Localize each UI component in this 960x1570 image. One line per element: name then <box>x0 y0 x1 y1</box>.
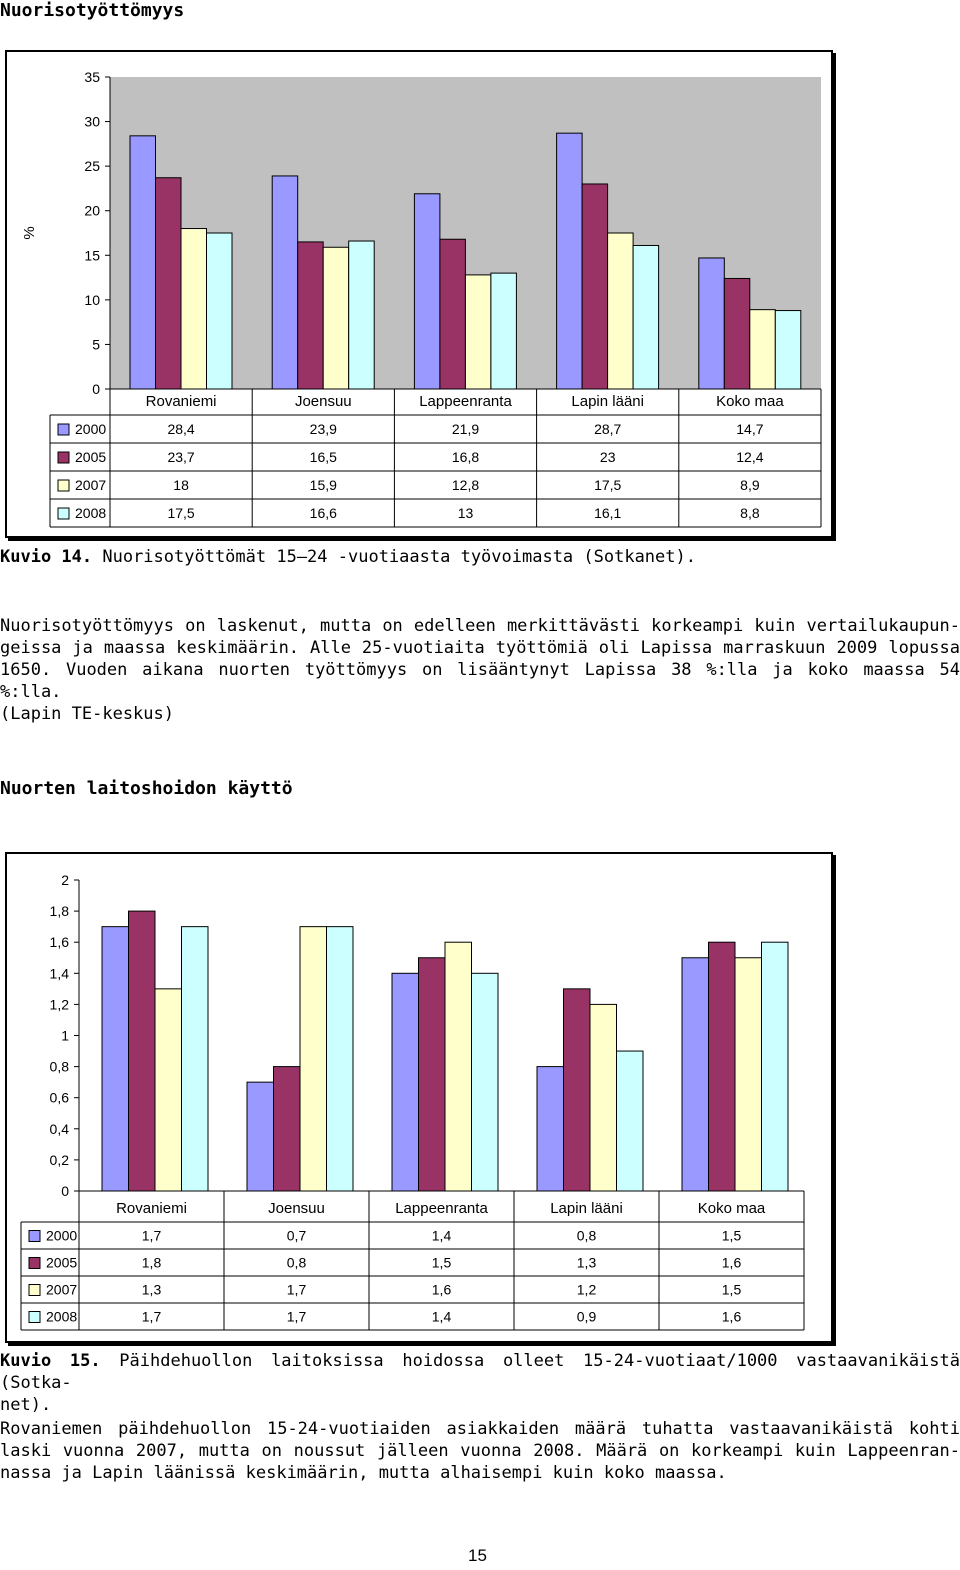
data-label: 16,8 <box>451 449 480 465</box>
bar-2000-lappeenranta <box>392 973 419 1191</box>
category-label: Rovaniemi <box>145 393 217 410</box>
data-label: 1,5 <box>721 1281 742 1298</box>
y-tick-label: 5 <box>92 336 100 353</box>
bar-2000-joensuu <box>272 176 298 389</box>
data-label: 23,7 <box>167 449 195 465</box>
figure-caption-15 <box>0 1350 960 1416</box>
y-tick-label: 0 <box>61 1183 69 1199</box>
legend-label-2005: 2005 <box>75 449 107 465</box>
paragraph-line: Rovaniemen päihdehuollon 15-24-vuotiaiden asiakkaiden määrä tuhatta vastaavanikäistä kohti <box>0 1419 960 1439</box>
category-label: Joensuu <box>268 1200 325 1217</box>
bar-2008-rovaniemi <box>182 927 209 1191</box>
bar-2005-koko-maa <box>709 942 736 1191</box>
data-label: 1,7 <box>141 1227 162 1244</box>
data-label: 16,6 <box>309 505 337 521</box>
caption-text: Nuorisotyöttömät 15–24 -vuotiaasta työvoimasta (Sotkanet). <box>92 547 696 567</box>
bar-2005-joensuu <box>274 1067 301 1191</box>
paragraph-line: 1650. Vuoden aikana nuorten työttömyys on lisääntynyt Lapissa 38 %:lla ja koko maassa 54 %:lla. <box>0 660 960 702</box>
section-heading-institutional-care: Nuorten laitoshoidon käyttö <box>0 778 293 799</box>
category-label: Rovaniemi <box>116 1200 187 1217</box>
bar-2005-lapin-lääni <box>582 184 608 389</box>
bar-2005-rovaniemi <box>129 911 156 1191</box>
section-heading-youth-unemployment: Nuorisotyöttömyys <box>0 0 185 21</box>
data-label: 1,3 <box>141 1281 162 1298</box>
bar-2000-lappeenranta <box>414 194 440 389</box>
data-label: 1,5 <box>431 1254 452 1271</box>
y-tick-label: 35 <box>84 69 100 85</box>
bar-2008-koko-maa <box>762 942 789 1191</box>
y-tick-label: 0,8 <box>49 1058 69 1075</box>
y-tick-label: 0 <box>92 381 100 397</box>
category-label: Lapin lääni <box>571 393 644 410</box>
bar-2008-lappeenranta <box>491 273 517 389</box>
category-label: Joensuu <box>294 393 352 410</box>
data-label: 18 <box>173 477 189 493</box>
y-tick-label: 25 <box>84 158 100 175</box>
legend-swatch-2008 <box>58 508 69 519</box>
data-label: 17,5 <box>167 505 195 521</box>
bar-2007-lappeenranta <box>465 275 491 389</box>
chart-frame-2 <box>5 852 833 1343</box>
bar-2000-rovaniemi <box>130 136 156 389</box>
data-label: 0,9 <box>576 1308 597 1325</box>
paragraph-line: laski vuonna 2007, mutta on noussut jälleen vuonna 2008. Määrä on korkeampi kuin Lappeenran- <box>0 1441 960 1461</box>
category-label: Lapin lääni <box>550 1200 623 1217</box>
data-label: 1,2 <box>576 1281 597 1298</box>
bar-2007-rovaniemi <box>155 989 182 1191</box>
bar-2000-lapin-lääni <box>557 133 583 389</box>
category-label: Koko maa <box>716 393 784 410</box>
bar-2008-koko-maa <box>775 311 801 389</box>
data-label: 1,6 <box>431 1281 452 1298</box>
y-tick-label: 30 <box>84 113 100 130</box>
legend-swatch-2000 <box>58 424 69 435</box>
caption-text: Päihdehuollon laitoksissa hoidossa olleet 15-24-vuotiaat/1000 vastaavanikäistä (Sotka- <box>0 1351 960 1393</box>
bar-2005-lappeenranta <box>440 239 466 389</box>
data-label: 0,7 <box>286 1227 307 1244</box>
bar-2008-joensuu <box>349 241 375 389</box>
data-label: 1,4 <box>431 1308 452 1325</box>
caption-line <box>0 1350 960 1394</box>
y-tick-label: 1,4 <box>49 965 69 982</box>
legend-swatch-2007 <box>58 480 69 491</box>
data-label: 1,7 <box>286 1308 307 1325</box>
y-tick-label: 20 <box>84 202 100 219</box>
chart-institutional-care <box>7 854 831 1341</box>
y-tick-label: 0,4 <box>49 1120 69 1137</box>
page-number: 15 <box>468 1546 487 1565</box>
chart-frame-1 <box>5 50 833 538</box>
legend-label-2000: 2000 <box>75 421 107 437</box>
y-tick-label: 1,6 <box>49 934 69 951</box>
y-tick-label: 2 <box>61 872 69 888</box>
legend-label-2008: 2008 <box>46 1308 78 1325</box>
data-label: 15,9 <box>309 477 337 493</box>
data-label: 12,4 <box>736 449 764 465</box>
legend-label-2008: 2008 <box>75 505 107 521</box>
bar-2007-koko-maa <box>750 310 776 389</box>
data-label: 0,8 <box>576 1227 597 1244</box>
category-label: Lappeenranta <box>419 393 512 410</box>
caption-label: Kuvio 15. <box>0 1351 101 1371</box>
bar-2000-koko-maa <box>699 258 725 389</box>
bar-2007-lapin-lääni <box>590 1004 617 1191</box>
data-label: 1,6 <box>721 1308 742 1325</box>
bar-2008-rovaniemi <box>207 233 233 389</box>
data-label: 16,5 <box>309 449 337 465</box>
bar-2005-joensuu <box>298 242 324 389</box>
legend-label-2007: 2007 <box>46 1281 78 1298</box>
data-label: 1,4 <box>431 1227 452 1244</box>
bar-2008-joensuu <box>327 927 354 1191</box>
bar-2007-joensuu <box>300 927 327 1191</box>
y-tick-label: 1,2 <box>49 996 69 1013</box>
y-tick-label: 0,6 <box>49 1089 69 1106</box>
data-label: 28,4 <box>167 421 195 437</box>
bar-2000-lapin-lääni <box>537 1067 564 1191</box>
legend-swatch-2008 <box>29 1312 40 1323</box>
data-label: 13 <box>457 505 474 521</box>
category-label: Lappeenranta <box>395 1200 488 1217</box>
bar-2008-lapin-lääni <box>633 245 659 389</box>
data-label: 1,7 <box>286 1281 307 1298</box>
data-label: 0,8 <box>286 1254 307 1271</box>
data-label: 1,6 <box>721 1254 742 1271</box>
y-axis-label: % <box>21 226 38 240</box>
figure-caption-14 <box>0 547 696 567</box>
y-tick-label: 1 <box>61 1027 69 1044</box>
paragraph-line: geissa ja maassa keskimäärin. Alle 25-vuotiaita työttömiä oli Lapissa marraskuun 2009 lopussa <box>0 638 960 658</box>
bar-2007-lapin-lääni <box>608 233 634 389</box>
paragraph-line: Nuorisotyöttömyys on laskenut, mutta on edelleen merkittävästi korkeampi kuin vertailukaupun- <box>0 616 960 636</box>
caption-line: net). <box>0 1395 52 1415</box>
legend-swatch-2007 <box>29 1285 40 1296</box>
data-label: 16,1 <box>594 505 622 521</box>
bar-2008-lapin-lääni <box>617 1051 644 1191</box>
data-label: 1,8 <box>141 1254 162 1271</box>
y-tick-label: 15 <box>84 247 100 264</box>
paragraph-institutional-care <box>0 1418 960 1484</box>
bar-2005-koko-maa <box>724 278 750 389</box>
data-label: 23,9 <box>309 421 337 437</box>
y-tick-label: 0,2 <box>49 1151 69 1168</box>
data-label: 17,5 <box>594 477 622 493</box>
data-label: 1,7 <box>141 1308 162 1325</box>
bar-2000-koko-maa <box>682 958 709 1191</box>
legend-swatch-2000 <box>29 1231 40 1242</box>
data-label: 23 <box>599 449 616 465</box>
bar-2005-rovaniemi <box>156 178 182 389</box>
bar-2000-joensuu <box>247 1082 274 1191</box>
data-label: 28,7 <box>594 421 622 437</box>
data-label: 12,8 <box>451 477 480 493</box>
chart-youth-unemployment <box>7 52 831 536</box>
bar-2000-rovaniemi <box>102 927 129 1191</box>
paragraph-youth-unemployment <box>0 615 960 725</box>
data-label: 1,3 <box>576 1254 597 1271</box>
category-label: Koko maa <box>697 1200 766 1217</box>
data-label: 14,7 <box>736 421 764 437</box>
y-tick-label: 1,8 <box>49 903 69 920</box>
paragraph-line: (Lapin TE-keskus) <box>0 704 174 724</box>
data-label: 1,5 <box>721 1227 742 1244</box>
bar-2008-lappeenranta <box>472 973 499 1191</box>
y-tick-label: 10 <box>84 291 100 308</box>
data-label: 21,9 <box>451 421 480 437</box>
bar-2007-koko-maa <box>735 958 762 1191</box>
paragraph-line: nassa ja Lapin läänissä keskimäärin, mutta alhaisempi kuin koko maassa. <box>0 1463 727 1483</box>
legend-swatch-2005 <box>29 1258 40 1269</box>
legend-swatch-2005 <box>58 452 69 463</box>
bar-2005-lappeenranta <box>419 958 446 1191</box>
bar-2007-lappeenranta <box>445 942 472 1191</box>
legend-label-2005: 2005 <box>46 1254 78 1271</box>
bar-2007-rovaniemi <box>181 229 207 389</box>
legend-label-2000: 2000 <box>46 1227 78 1244</box>
bar-2007-joensuu <box>323 247 349 389</box>
bar-2005-lapin-lääni <box>564 989 591 1191</box>
data-label: 8,9 <box>740 477 760 493</box>
data-label: 8,8 <box>740 505 760 521</box>
legend-label-2007: 2007 <box>75 477 107 493</box>
caption-label: Kuvio 14. <box>0 547 93 567</box>
